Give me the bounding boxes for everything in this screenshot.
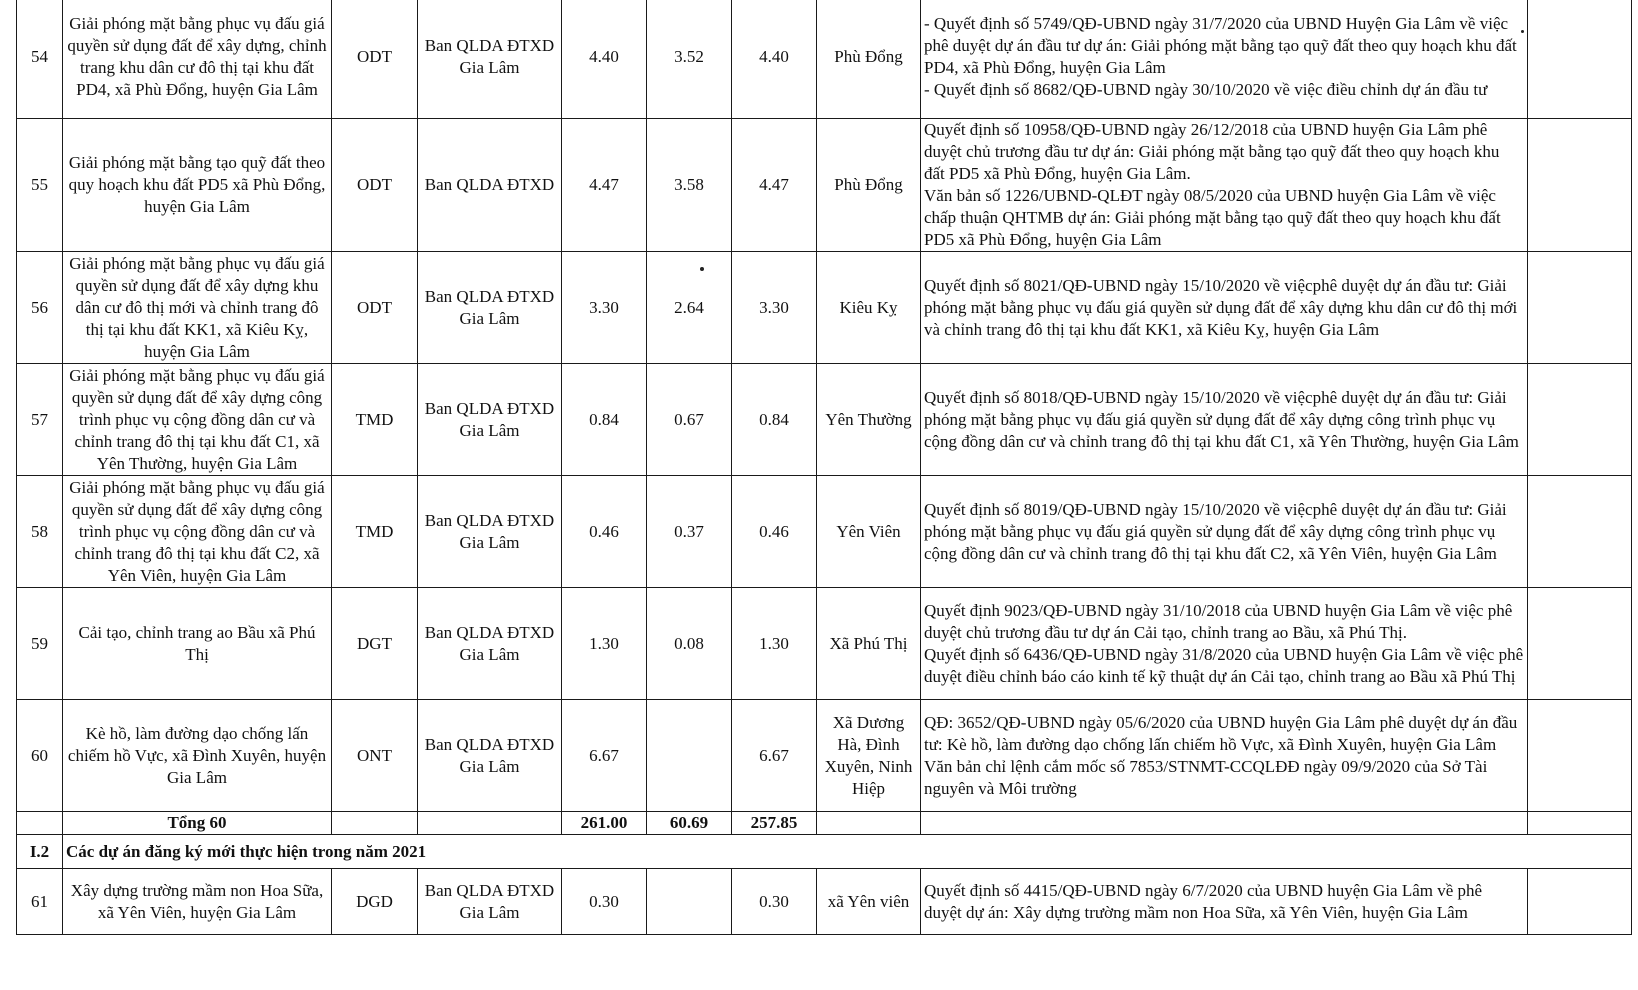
- total-block: [17, 812, 1632, 869]
- area-total: 0.30: [562, 869, 647, 935]
- notes-cell: [1528, 119, 1632, 252]
- new-project-rows: [17, 869, 1632, 935]
- area-total: 1.30: [562, 588, 647, 700]
- section-code: I.2: [17, 835, 63, 869]
- investor: Ban QLDA ĐTXD Gia Lâm: [418, 252, 562, 364]
- area-total: 4.40: [562, 0, 647, 119]
- land-type-code: ODT: [332, 252, 418, 364]
- project-name: Kè hồ, làm đường dạo chống lấn chiếm hồ Vực, xã Đình Xuyên, huyện Gia Lâm: [63, 700, 332, 812]
- area-b: 2.64: [647, 252, 732, 364]
- notes-cell: [1528, 869, 1632, 935]
- investor: Ban QLDA ĐTXD Gia Lâm: [418, 364, 562, 476]
- scan-speck: [1521, 30, 1524, 33]
- area-c: 1.30: [732, 588, 817, 700]
- land-type-code: ODT: [332, 0, 418, 119]
- table-row: [17, 588, 1632, 700]
- table-row: [17, 869, 1632, 935]
- legal-document: Quyết định số 4415/QĐ-UBND ngày 6/7/2020 của UBND huyện Gia Lâm về phê duyệt dự án: Xây dựng trường mầm non Hoa Sữa, xã Yên Viên, huyện Gia Lâm: [924, 880, 1483, 922]
- legal-document: Văn bản chỉ lệnh cắm mốc số 7853/STNMT-CCQLĐĐ ngày 09/9/2020 của Sở Tài nguyên và Môi trường: [924, 756, 1488, 798]
- legal-basis: [921, 476, 1528, 588]
- project-name: Giải phóng mặt bằng phục vụ đấu giá quyền sử dụng đất để xây dựng khu dân cư đô thị mới và chỉnh trang đô thị tại khu đất KK1, xã Kiêu Kỵ, huyện Gia Lâm: [63, 252, 332, 364]
- row-number: 58: [17, 476, 63, 588]
- legal-basis: [921, 700, 1528, 812]
- location: Phù Đổng: [817, 119, 921, 252]
- area-c: 0.84: [732, 364, 817, 476]
- project-name: Giải phóng mặt bằng phục vụ đấu giá quyền sử dụng đất để xây dựng công trình phục vụ cộng đồng dân cư và chỉnh trang đô thị tại khu đất C2, xã Yên Viên, huyện Gia Lâm: [63, 476, 332, 588]
- legal-basis: [921, 119, 1528, 252]
- notes-cell: [1528, 476, 1632, 588]
- location: Yên Thường: [817, 364, 921, 476]
- legal-document: Văn bản số 1226/UBND-QLĐT ngày 08/5/2020 của UBND huyện Gia Lâm về việc chấp thuận QHTMB dự án: Giải phóng mặt bằng tạo quỹ đất theo quy hoạch khu đất PD5 xã Phù Đổng, huyện Gia Lâm: [924, 186, 1501, 249]
- area-total: 6.67: [562, 700, 647, 812]
- area-total: 0.84: [562, 364, 647, 476]
- area-c: 4.47: [732, 119, 817, 252]
- area-c: 6.67: [732, 700, 817, 812]
- table-row: [17, 700, 1632, 812]
- legal-basis: [921, 588, 1528, 700]
- investor: Ban QLDA ĐTXD Gia Lâm: [418, 0, 562, 119]
- land-type-code: ODT: [332, 119, 418, 252]
- investor: Ban QLDA ĐTXD Gia Lâm: [418, 588, 562, 700]
- row-number: 60: [17, 700, 63, 812]
- legal-basis: [921, 0, 1528, 119]
- area-c: 0.46: [732, 476, 817, 588]
- legal-document: - Quyết định số 8682/QĐ-UBND ngày 30/10/2020 về việc điều chỉnh dự án đầu tư: [924, 79, 1488, 99]
- table-row: [17, 119, 1632, 252]
- area-b: [647, 700, 732, 812]
- legal-document: Quyết định số 10958/QĐ-UBND ngày 26/12/2018 của UBND huyện Gia Lâm phê duyệt chủ trương đầu tư dự án: Giải phóng mặt bằng tạo quỹ đất theo quy hoạch khu đất PD5 xã Phù Đổng, huyện Gia Lâm.: [924, 120, 1500, 183]
- legal-document: QĐ: 3652/QĐ-UBND ngày 05/6/2020 của UBND huyện Gia Lâm phê duyệt dự án đầu tư: Kè hồ, làm đường dạo chống lấn chiếm hồ Vực, xã Đình Xuyên, huyện Gia Lâm: [924, 712, 1518, 754]
- area-total: 0.46: [562, 476, 647, 588]
- total-label: Tổng 60: [63, 812, 332, 835]
- area-c: 4.40: [732, 0, 817, 119]
- row-number: 54: [17, 0, 63, 119]
- land-type-code: TMD: [332, 476, 418, 588]
- land-type-code: DGT: [332, 588, 418, 700]
- area-b: 0.67: [647, 364, 732, 476]
- area-c: 3.30: [732, 252, 817, 364]
- location: Phù Đổng: [817, 0, 921, 119]
- legal-document: - Quyết định số 5749/QĐ-UBND ngày 31/7/2020 của UBND Huyện Gia Lâm về việc phê duyệt dự án đầu tư dự án: Giải phóng mặt bằng tạo quỹ đất theo quy hoạch khu đất PD4, xã Phù Đổng, huyện Gia Lâm: [924, 13, 1517, 77]
- investor: Ban QLDA ĐTXD Gia Lâm: [418, 700, 562, 812]
- notes-cell: [1528, 588, 1632, 700]
- area-b: [647, 869, 732, 935]
- location: Kiêu Kỵ: [817, 252, 921, 364]
- area-b: 3.52: [647, 0, 732, 119]
- area-b: 0.08: [647, 588, 732, 700]
- total-area-total: 261.00: [562, 812, 647, 835]
- location: Xã Dương Hà, Đình Xuyên, Ninh Hiệp: [817, 700, 921, 812]
- legal-basis: [921, 252, 1528, 364]
- investor: Ban QLDA ĐTXD Gia Lâm: [418, 476, 562, 588]
- table-row: [17, 0, 1632, 119]
- area-total: 4.47: [562, 119, 647, 252]
- project-name: Giải phóng mặt bằng phục vụ đấu giá quyền sử dụng đất để xây dựng, chỉnh trang khu dân cư đô thị tại khu đất PD4, xã Phù Đổng, huyện Gia Lâm: [63, 0, 332, 119]
- land-use-project-table: [16, 0, 1632, 935]
- legal-document: Quyết định 9023/QĐ-UBND ngày 31/10/2018 của UBND huyện Gia Lâm về việc phê duyệt chủ trương đầu tư dự án Cải tạo, chỉnh trang ao Bầu, xã Phú Thị.: [924, 600, 1513, 642]
- row-number: 59: [17, 588, 63, 700]
- investor: Ban QLDA ĐTXD Gia Lâm: [418, 869, 562, 935]
- table-row: [17, 252, 1632, 364]
- row-number: 56: [17, 252, 63, 364]
- row-number: 57: [17, 364, 63, 476]
- scan-speck: [700, 267, 704, 271]
- total-row: [17, 812, 1632, 835]
- location: Xã Phú Thị: [817, 588, 921, 700]
- total-area-c: 257.85: [732, 812, 817, 835]
- section-title: Các dự án đăng ký mới thực hiện trong năm 2021: [63, 835, 1632, 869]
- legal-basis: [921, 869, 1528, 935]
- location: xã Yên viên: [817, 869, 921, 935]
- land-type-code: ONT: [332, 700, 418, 812]
- land-type-code: DGD: [332, 869, 418, 935]
- table-row: [17, 364, 1632, 476]
- legal-document: Quyết định số 8019/QĐ-UBND ngày 15/10/2020 về việcphê duyệt dự án đầu tư: Giải phóng mặt bằng phục vụ đấu giá quyền sử dụng đất để xây dựng công trình phục vụ cộng đồng dân cư và chỉnh trang đô thị tại khu đất C2, xã Yên Viên, huyện Gia Lâm: [924, 499, 1507, 563]
- legal-basis: [921, 364, 1528, 476]
- location: Yên Viên: [817, 476, 921, 588]
- table-row: [17, 476, 1632, 588]
- project-name: Giải phóng mặt bằng phục vụ đấu giá quyền sử dụng đất để xây dựng công trình phục vụ cộng đồng dân cư và chỉnh trang đô thị tại khu đất C1, xã Yên Thường, huyện Gia Lâm: [63, 364, 332, 476]
- notes-cell: [1528, 700, 1632, 812]
- project-name: Cải tạo, chỉnh trang ao Bầu xã Phú Thị: [63, 588, 332, 700]
- notes-cell: [1528, 252, 1632, 364]
- total-area-b: 60.69: [647, 812, 732, 835]
- row-number: 61: [17, 869, 63, 935]
- notes-cell: [1528, 0, 1632, 119]
- land-type-code: TMD: [332, 364, 418, 476]
- notes-cell: [1528, 364, 1632, 476]
- area-total: 3.30: [562, 252, 647, 364]
- area-b: 0.37: [647, 476, 732, 588]
- section-header-row: [17, 835, 1632, 869]
- row-number: 55: [17, 119, 63, 252]
- project-name: Xây dựng trường mầm non Hoa Sữa, xã Yên Viên, huyện Gia Lâm: [63, 869, 332, 935]
- legal-document: Quyết định số 8018/QĐ-UBND ngày 15/10/2020 về việcphê duyệt dự án đầu tư: Giải phóng mặt bằng phục vụ đấu giá quyền sử dụng đất để xây dựng công trình phục vụ cộng đồng dân cư và chỉnh trang đô thị tại khu đất C1, xã Yên Thường, huyện Gia Lâm: [924, 387, 1519, 451]
- project-rows: [17, 0, 1632, 812]
- area-b: 3.58: [647, 119, 732, 252]
- legal-document: Quyết định số 6436/QĐ-UBND ngày 31/8/2020 của UBND huyện Gia Lâm về việc phê duyệt điều chỉnh báo cáo kinh tế kỹ thuật dự án Cải tạo, chỉnh trang ao Bầu xã Phú Thị: [924, 644, 1524, 686]
- project-name: Giải phóng mặt bằng tạo quỹ đất theo quy hoạch khu đất PD5 xã Phù Đổng, huyện Gia Lâm: [63, 119, 332, 252]
- legal-document: Quyết định số 8021/QĐ-UBND ngày 15/10/2020 về việcphê duyệt dự án đầu tư: Giải phóng mặt bằng phục vụ đấu giá quyền sử dụng đất để xây dựng khu dân cư đô thị mới và chỉnh trang đô thị tại khu đất KK1, xã Kiêu Kỵ, huyện Gia Lâm: [924, 275, 1518, 339]
- area-c: 0.30: [732, 869, 817, 935]
- investor: Ban QLDA ĐTXD: [418, 119, 562, 252]
